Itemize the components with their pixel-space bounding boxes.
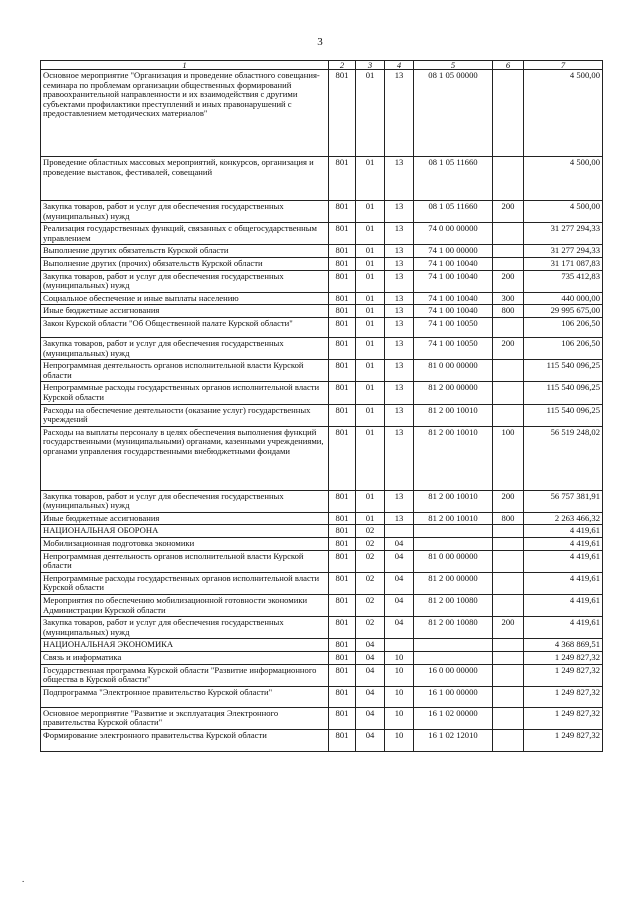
cell-amount: 106 206,50: [524, 317, 603, 337]
cell-target: 81 2 00 10010: [414, 404, 493, 426]
cell-target: 81 0 00 00000: [414, 550, 493, 572]
cell-section: 02: [356, 595, 385, 617]
cell-subsection: 13: [385, 70, 414, 157]
cell-code: 801: [329, 686, 356, 707]
cell-section: 02: [356, 538, 385, 551]
cell-section: 04: [356, 686, 385, 707]
column-header: 5: [414, 61, 493, 70]
cell-code: 801: [329, 572, 356, 594]
table-row: [41, 257, 603, 270]
cell-subsection: [385, 525, 414, 538]
cell-expense: [493, 639, 524, 652]
cell-code: 801: [329, 157, 356, 201]
cell-target: 81 2 00 10080: [414, 617, 493, 639]
cell-section: 01: [356, 257, 385, 270]
cell-subsection: 10: [385, 707, 414, 729]
cell-section: 01: [356, 382, 385, 404]
cell-name: Мобилизационная подготовка экономики: [41, 538, 329, 551]
cell-target: 74 0 00 00000: [414, 223, 493, 245]
cell-section: 04: [356, 639, 385, 652]
cell-section: 01: [356, 270, 385, 292]
cell-target: 74 1 00 10040: [414, 257, 493, 270]
table-row: [41, 729, 603, 751]
cell-amount: 4 419,61: [524, 617, 603, 639]
table-row: [41, 404, 603, 426]
cell-section: 04: [356, 664, 385, 686]
cell-amount: 735 412,83: [524, 270, 603, 292]
table-row: [41, 707, 603, 729]
cell-amount: 31 171 087,83: [524, 257, 603, 270]
cell-subsection: 13: [385, 201, 414, 223]
cell-expense: [493, 664, 524, 686]
cell-expense: [493, 317, 524, 337]
cell-section: 01: [356, 305, 385, 318]
cell-section: 02: [356, 617, 385, 639]
cell-code: 801: [329, 707, 356, 729]
cell-name: Иные бюджетные ассигнования: [41, 305, 329, 318]
cell-name: Закупка товаров, работ и услуг для обеспечения государственных (муниципальных) нужд: [41, 617, 329, 639]
cell-section: 01: [356, 223, 385, 245]
cell-expense: [493, 686, 524, 707]
cell-code: 801: [329, 490, 356, 512]
cell-name: Иные бюджетные ассигнования: [41, 512, 329, 525]
cell-expense: [493, 572, 524, 594]
cell-name: Непрограммная деятельность органов исполнительной власти Курской области: [41, 360, 329, 382]
cell-target: 74 1 00 10050: [414, 317, 493, 337]
cell-expense: [493, 382, 524, 404]
table-row: [41, 664, 603, 686]
cell-target: 81 2 00 10010: [414, 490, 493, 512]
cell-section: 02: [356, 572, 385, 594]
cell-subsection: 13: [385, 245, 414, 258]
cell-name: Расходы на обеспечение деятельности (оказание услуг) государственных учреждений: [41, 404, 329, 426]
cell-expense: [493, 707, 524, 729]
cell-amount: 115 540 096,25: [524, 404, 603, 426]
cell-code: 801: [329, 245, 356, 258]
cell-amount: 4 419,61: [524, 595, 603, 617]
cell-amount: 4 419,61: [524, 550, 603, 572]
cell-code: 801: [329, 550, 356, 572]
table-row: [41, 245, 603, 258]
table-row: [41, 305, 603, 318]
cell-code: 801: [329, 70, 356, 157]
cell-expense: [493, 70, 524, 157]
cell-expense: [493, 729, 524, 751]
cell-subsection: 13: [385, 257, 414, 270]
cell-target: 74 1 00 10040: [414, 305, 493, 318]
cell-target: [414, 525, 493, 538]
cell-target: 16 1 02 12010: [414, 729, 493, 751]
cell-expense: [493, 245, 524, 258]
cell-subsection: 13: [385, 426, 414, 490]
cell-amount: 1 249 827,32: [524, 652, 603, 665]
cell-name: Государственная программа Курской области "Развитие информационного общества в Курской области": [41, 664, 329, 686]
cell-code: 801: [329, 292, 356, 305]
cell-code: 801: [329, 512, 356, 525]
table-row: [41, 317, 603, 337]
cell-target: 16 1 02 00000: [414, 707, 493, 729]
cell-target: 08 1 05 11660: [414, 201, 493, 223]
cell-code: 801: [329, 729, 356, 751]
cell-amount: 56 519 248,02: [524, 426, 603, 490]
cell-target: [414, 652, 493, 665]
cell-subsection: 13: [385, 337, 414, 359]
cell-name: Непрограммные расходы государственных органов исполнительной власти Курской области: [41, 382, 329, 404]
cell-name: Закупка товаров, работ и услуг для обеспечения государственных (муниципальных) нужд: [41, 201, 329, 223]
cell-subsection: [385, 639, 414, 652]
cell-amount: 1 249 827,32: [524, 707, 603, 729]
cell-section: 01: [356, 512, 385, 525]
cell-section: 01: [356, 292, 385, 305]
cell-code: 801: [329, 664, 356, 686]
cell-expense: [493, 538, 524, 551]
table-row: [41, 686, 603, 707]
cell-expense: [493, 550, 524, 572]
cell-code: 801: [329, 317, 356, 337]
cell-section: 04: [356, 729, 385, 751]
cell-target: 16 1 00 00000: [414, 686, 493, 707]
cell-name: Связь и информатика: [41, 652, 329, 665]
cell-amount: 4 419,61: [524, 572, 603, 594]
cell-name: НАЦИОНАЛЬНАЯ ЭКОНОМИКА: [41, 639, 329, 652]
column-header: 1: [41, 61, 329, 70]
cell-amount: 115 540 096,25: [524, 360, 603, 382]
cell-expense: 800: [493, 512, 524, 525]
cell-subsection: 13: [385, 360, 414, 382]
cell-target: 74 1 00 10050: [414, 337, 493, 359]
cell-subsection: 04: [385, 538, 414, 551]
cell-name: Проведение областных массовых мероприятий, конкурсов, организация и проведение выставок, фестивалей, совещаний: [41, 157, 329, 201]
cell-amount: 29 995 675,00: [524, 305, 603, 318]
cell-code: 801: [329, 382, 356, 404]
cell-name: НАЦИОНАЛЬНАЯ ОБОРОНА: [41, 525, 329, 538]
cell-subsection: 04: [385, 595, 414, 617]
cell-name: Закупка товаров, работ и услуг для обеспечения государственных (муниципальных) нужд: [41, 490, 329, 512]
cell-name: Социальное обеспечение и иные выплаты населению: [41, 292, 329, 305]
cell-subsection: 13: [385, 292, 414, 305]
cell-code: 801: [329, 652, 356, 665]
cell-name: Реализация государственных функций, связанных с общегосударственным управлением: [41, 223, 329, 245]
column-header: 3: [356, 61, 385, 70]
cell-subsection: 10: [385, 686, 414, 707]
cell-amount: 4 500,00: [524, 70, 603, 157]
cell-section: 04: [356, 707, 385, 729]
budget-table: [40, 60, 603, 752]
cell-subsection: 04: [385, 550, 414, 572]
cell-code: 801: [329, 404, 356, 426]
table-row: [41, 490, 603, 512]
cell-subsection: 13: [385, 317, 414, 337]
column-header: 2: [329, 61, 356, 70]
cell-amount: 106 206,50: [524, 337, 603, 359]
cell-subsection: 13: [385, 382, 414, 404]
cell-subsection: 10: [385, 664, 414, 686]
cell-target: 81 2 00 00000: [414, 572, 493, 594]
cell-code: 801: [329, 595, 356, 617]
cell-target: [414, 639, 493, 652]
cell-code: 801: [329, 201, 356, 223]
cell-code: 801: [329, 270, 356, 292]
table-row: [41, 337, 603, 359]
page-mark: .: [22, 874, 25, 884]
page-number: 3: [317, 36, 323, 48]
table-row: [41, 70, 603, 157]
cell-section: 01: [356, 245, 385, 258]
cell-target: 08 1 05 11660: [414, 157, 493, 201]
cell-subsection: 13: [385, 404, 414, 426]
cell-amount: 4 368 869,51: [524, 639, 603, 652]
cell-section: 01: [356, 404, 385, 426]
cell-section: 02: [356, 525, 385, 538]
cell-expense: [493, 404, 524, 426]
cell-expense: 200: [493, 337, 524, 359]
cell-code: 801: [329, 617, 356, 639]
cell-target: 81 2 00 10010: [414, 426, 493, 490]
cell-amount: 1 249 827,32: [524, 664, 603, 686]
column-header: 6: [493, 61, 524, 70]
cell-name: Подпрограмма "Электронное правительство Курской области": [41, 686, 329, 707]
table-row: [41, 426, 603, 490]
cell-name: Основное мероприятие "Развитие и эксплуатация Электронного правительства Курской области": [41, 707, 329, 729]
table-row: [41, 617, 603, 639]
cell-name: Мероприятия по обеспечению мобилизационной готовности экономики Администрации Курской области: [41, 595, 329, 617]
cell-amount: 2 263 466,32: [524, 512, 603, 525]
cell-amount: 56 757 381,91: [524, 490, 603, 512]
table-row: [41, 572, 603, 594]
cell-section: 01: [356, 201, 385, 223]
cell-expense: [493, 157, 524, 201]
cell-target: 16 0 00 00000: [414, 664, 493, 686]
cell-expense: [493, 595, 524, 617]
cell-section: 01: [356, 426, 385, 490]
cell-target: 81 2 00 10010: [414, 512, 493, 525]
table-row: [41, 595, 603, 617]
cell-target: 74 1 00 10040: [414, 292, 493, 305]
table-row: [41, 538, 603, 551]
cell-subsection: 13: [385, 157, 414, 201]
cell-subsection: 10: [385, 729, 414, 751]
cell-name: Формирование электронного правительства Курской области: [41, 729, 329, 751]
cell-section: 01: [356, 490, 385, 512]
cell-section: 01: [356, 70, 385, 157]
cell-subsection: 13: [385, 305, 414, 318]
cell-code: 801: [329, 257, 356, 270]
cell-target: 81 0 00 00000: [414, 360, 493, 382]
cell-section: 01: [356, 337, 385, 359]
cell-name: Непрограммная деятельность органов исполнительной власти Курской области: [41, 550, 329, 572]
cell-target: [414, 538, 493, 551]
cell-expense: 300: [493, 292, 524, 305]
cell-name: Расходы на выплаты персоналу в целях обеспечения выполнения функций государственными (муниципальными) органами, казенными учреждениями, органами управления государственными внебюджетными фондами: [41, 426, 329, 490]
cell-subsection: 13: [385, 490, 414, 512]
cell-target: 81 2 00 10080: [414, 595, 493, 617]
cell-expense: [493, 360, 524, 382]
table-row: [41, 270, 603, 292]
cell-amount: 440 000,00: [524, 292, 603, 305]
cell-code: 801: [329, 337, 356, 359]
cell-subsection: 13: [385, 512, 414, 525]
cell-section: 01: [356, 317, 385, 337]
table-row: [41, 525, 603, 538]
cell-amount: 1 249 827,32: [524, 729, 603, 751]
cell-section: 01: [356, 360, 385, 382]
cell-amount: 31 277 294,33: [524, 245, 603, 258]
table-row: [41, 157, 603, 201]
cell-amount: 31 277 294,33: [524, 223, 603, 245]
cell-expense: 200: [493, 270, 524, 292]
cell-name: Выполнение других (прочих) обязательств Курской области: [41, 257, 329, 270]
cell-section: 01: [356, 157, 385, 201]
cell-name: Закон Курской области "Об Общественной палате Курской области": [41, 317, 329, 337]
cell-subsection: 13: [385, 270, 414, 292]
cell-name: Непрограммные расходы государственных органов исполнительной власти Курской области: [41, 572, 329, 594]
cell-expense: 200: [493, 490, 524, 512]
cell-expense: 200: [493, 201, 524, 223]
cell-code: 801: [329, 538, 356, 551]
cell-amount: 4 419,61: [524, 538, 603, 551]
cell-subsection: 04: [385, 617, 414, 639]
cell-expense: [493, 257, 524, 270]
cell-amount: 115 540 096,25: [524, 382, 603, 404]
cell-name: Закупка товаров, работ и услуг для обеспечения государственных (муниципальных) нужд: [41, 270, 329, 292]
cell-expense: [493, 223, 524, 245]
table-row: [41, 512, 603, 525]
table-row: [41, 382, 603, 404]
cell-amount: 1 249 827,32: [524, 686, 603, 707]
cell-code: 801: [329, 305, 356, 318]
cell-code: 801: [329, 360, 356, 382]
cell-target: 81 2 00 00000: [414, 382, 493, 404]
cell-code: 801: [329, 525, 356, 538]
cell-code: 801: [329, 426, 356, 490]
cell-code: 801: [329, 639, 356, 652]
cell-expense: [493, 652, 524, 665]
cell-code: 801: [329, 223, 356, 245]
table-row: [41, 201, 603, 223]
cell-subsection: 13: [385, 223, 414, 245]
cell-target: 74 1 00 00000: [414, 245, 493, 258]
table-row: [41, 292, 603, 305]
table-row: [41, 639, 603, 652]
table-row: [41, 360, 603, 382]
cell-expense: 200: [493, 617, 524, 639]
cell-subsection: 10: [385, 652, 414, 665]
cell-expense: 100: [493, 426, 524, 490]
table-header-row: [41, 61, 603, 70]
cell-amount: 4 500,00: [524, 201, 603, 223]
table-row: [41, 223, 603, 245]
cell-section: 04: [356, 652, 385, 665]
cell-target: 74 1 00 10040: [414, 270, 493, 292]
cell-amount: 4 500,00: [524, 157, 603, 201]
table-row: [41, 550, 603, 572]
cell-name: Закупка товаров, работ и услуг для обеспечения государственных (муниципальных) нужд: [41, 337, 329, 359]
cell-expense: 800: [493, 305, 524, 318]
cell-section: 02: [356, 550, 385, 572]
cell-amount: 4 419,61: [524, 525, 603, 538]
table-row: [41, 652, 603, 665]
table-body: [41, 70, 603, 752]
cell-subsection: 04: [385, 572, 414, 594]
column-header: 4: [385, 61, 414, 70]
cell-target: 08 1 05 00000: [414, 70, 493, 157]
cell-expense: [493, 525, 524, 538]
cell-name: Основное мероприятие "Организация и проведение областного совещания-семинара по проблемам организации общественных формирований правоохранительной направленности и их взаимодействия с другими субъектами профилактики преступлений и иных правонарушений с предоставлением методических материалов": [41, 70, 329, 157]
column-header: 7: [524, 61, 603, 70]
cell-name: Выполнение других обязательств Курской области: [41, 245, 329, 258]
